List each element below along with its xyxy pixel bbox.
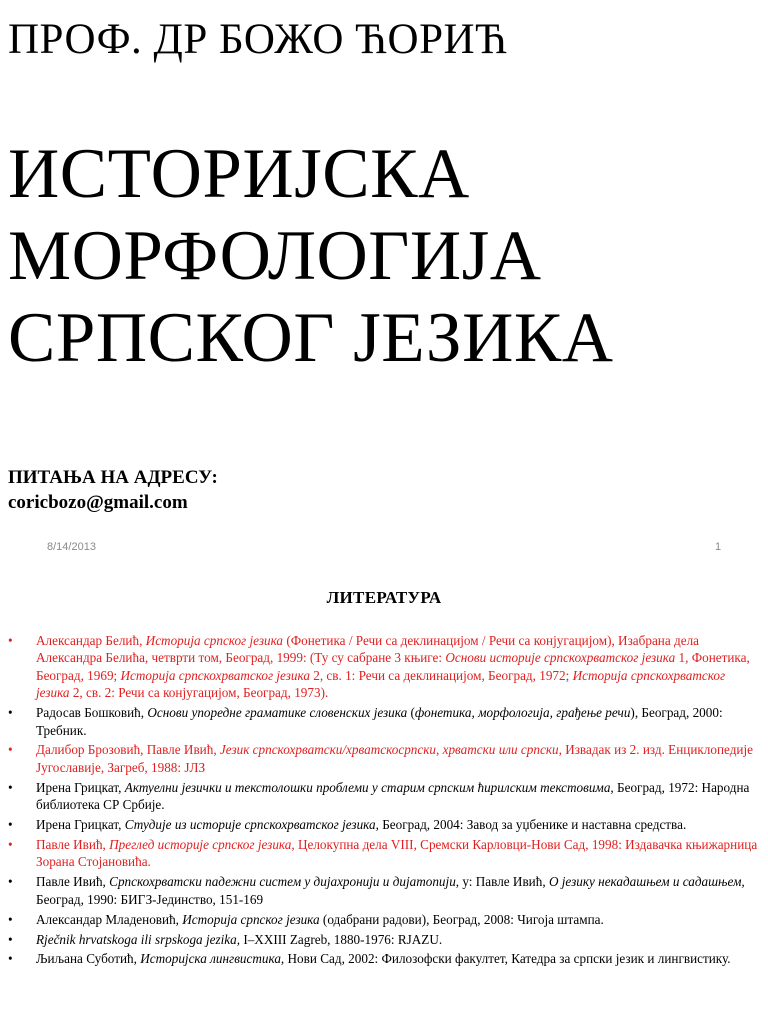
bibliography-entry	[8, 741, 758, 776]
entry-text: Павле Ивић,	[36, 874, 110, 890]
literature-heading: ЛИТЕРАТУРА	[326, 588, 442, 607]
bibliography-entry	[8, 873, 758, 908]
bibliography-entry	[8, 836, 758, 871]
entry-text: 1, Фонетика, Београд, 1969;	[36, 650, 750, 683]
slide-number: 1	[715, 541, 722, 553]
entry-text: , Београд, 2004: Завод за уџбенике и наставна средства.	[375, 817, 687, 833]
entry-text: (одабрани радови), Београд, 2008: Чигоја штампа.	[319, 911, 604, 927]
entry-text: Београд, 1972: Народна библиотека СР Србије.	[36, 779, 750, 813]
bullet-icon: •	[8, 705, 13, 721]
entry-title-text: Историја српскохрватског језика	[120, 667, 310, 683]
literature-slide	[0, 572, 768, 1024]
author-name: ПРОФ. ДР БОЖО ЋОРИЋ	[8, 16, 508, 63]
entry-title-text: Преглед историје српског језика,	[109, 836, 295, 852]
bibliography-entry	[8, 779, 758, 814]
contact-label: ПИТАЊА НА АДРЕСУ:	[8, 467, 218, 488]
lecture-title	[8, 133, 613, 379]
entry-text: Целокупна дела VIII, Сремски Карловци-Нови Сад, 1998: Издавачка књижарница Зорана Стојановића.	[36, 836, 758, 870]
bullet-icon: •	[8, 633, 13, 648]
entry-title-text: Историјска лингвистика,	[140, 951, 285, 967]
entry-title-text: Српскохрватски падежни систем у дијахронији и дијатопији	[109, 874, 456, 890]
entry-text: Далибор Брозовић, Павле Ивић,	[36, 742, 220, 758]
entry-title-text: Актуелни језички и текстолошки проблеми у старим српским ћирилским текстовима,	[124, 779, 614, 795]
entry-text: 2, св. 2: Речи са конјугацијом, Београд, 1973).	[69, 685, 329, 701]
bullet-icon: •	[8, 931, 13, 947]
bibliography-list	[8, 632, 758, 970]
bullet-icon: •	[8, 951, 13, 967]
entry-text: Павле Ивић,	[36, 836, 110, 852]
bibliography-entry	[8, 931, 758, 948]
entry-title-text: Историја српског језика	[182, 911, 320, 927]
entry-text: Александар Младеновић,	[36, 911, 183, 927]
entry-text: , у: Павле Ивић,	[455, 874, 549, 890]
entry-title-text: Основи историје српскохрватског језика	[445, 650, 676, 666]
slide-date: 8/14/2013	[47, 541, 96, 553]
entry-text: Љиљана Суботић,	[36, 951, 141, 967]
entry-title-text: Основи упоредне граматике словенских језика	[147, 705, 408, 721]
bibliography-entry	[8, 632, 758, 702]
entry-title-text: Историја српскохрватског језика	[36, 667, 726, 701]
entry-text: Београд, 1990: БИГЗ-Јединство, 151-169	[36, 891, 264, 907]
entry-title-text: Студије из историје српскохрватског језика	[124, 817, 376, 833]
bullet-icon: •	[8, 817, 13, 833]
entry-text: 2, св. 1: Речи са деклинацијом, Београд, 1972;	[309, 667, 573, 683]
bullet-icon: •	[8, 836, 13, 852]
entry-title-text: Историја српског језика	[145, 633, 284, 648]
bullet-icon: •	[8, 779, 13, 795]
bibliography-entry	[8, 911, 758, 928]
entry-text: (	[407, 705, 415, 721]
entry-text: Извадак из 2. изд. Енциклопедије Југославије, Загреб, 1988: ЈЛЗ	[36, 742, 754, 775]
bullet-icon: •	[8, 742, 13, 758]
title-line: СРПСКОГ ЈЕЗИКА	[8, 299, 614, 377]
entry-text: Радосав Бошковић,	[36, 705, 148, 721]
bibliography-entry	[8, 704, 758, 739]
bibliography-entry	[8, 816, 758, 833]
entry-text: Ирена Грицкат,	[36, 817, 125, 833]
bullet-icon: •	[8, 911, 13, 927]
entry-text: Нови Сад, 2002: Филозофски факултет, Катедра за српски језик и лингвистику.	[284, 951, 731, 967]
entry-title-text: О језику некадашњем и садашњем,	[548, 874, 745, 890]
bullet-icon: •	[8, 874, 13, 890]
entry-text: I–XXIII Zagreb, 1880-1976: RJAZU.	[240, 931, 443, 947]
entry-text: (Фонетика / Речи са деклинацијом / Речи са конјугацијом), Изабрана дела Александра Белића, четврти том, Београд, 1999: (Ту су сабране 3 књиге:	[36, 633, 700, 666]
bibliography-entry	[8, 950, 758, 967]
entry-text: Ирена Грицкат,	[36, 779, 125, 795]
entry-text: ), Београд, 2000: Требник.	[36, 705, 723, 738]
contact-email: coricbozo@gmail.com	[8, 492, 188, 513]
title-line: МОРФОЛОГИЈА	[8, 217, 542, 295]
entry-title-text: фонетика, морфологија, грађење речи	[414, 705, 631, 721]
contact-block	[8, 465, 218, 515]
entry-title-text: Rječnik hrvatskoga ili srpskoga jezika,	[36, 931, 241, 947]
entry-title-text: Језик српскохрватски/хрватскосрпски, хрватски или српски,	[219, 742, 562, 758]
entry-text: Александар Белић,	[36, 633, 146, 648]
title-line: ИСТОРИЈСКА	[8, 135, 470, 213]
